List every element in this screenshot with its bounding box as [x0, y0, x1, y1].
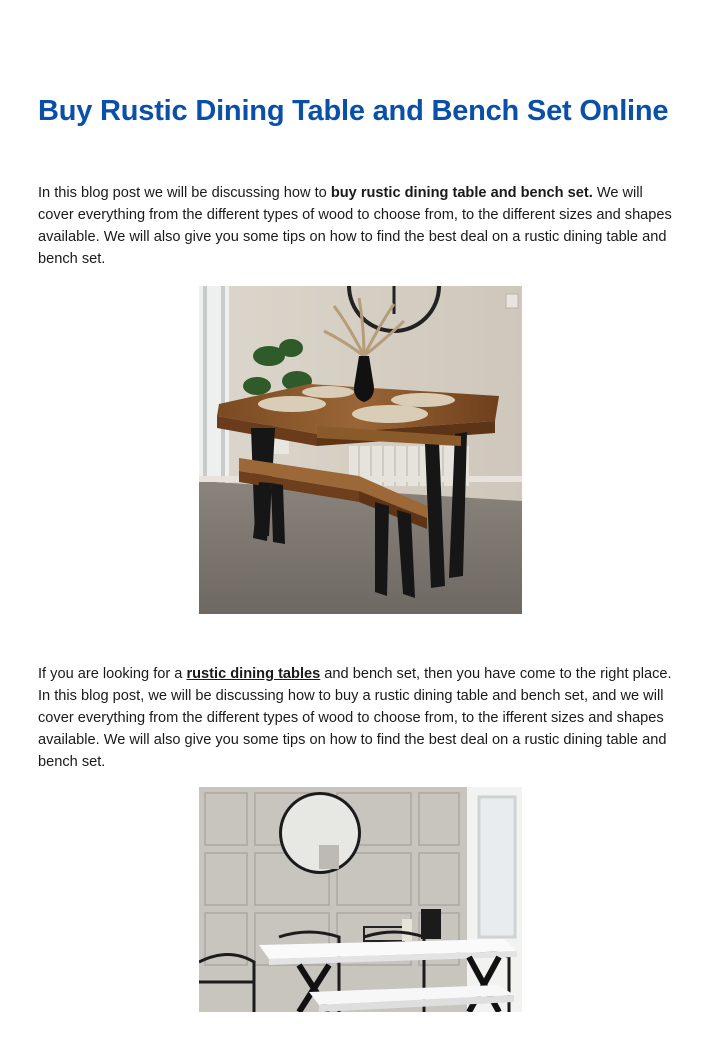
intro-lead-text: In this blog post we will be discussing how to [38, 185, 331, 201]
page-title: Buy Rustic Dining Table and Bench Set Online [38, 95, 669, 127]
body-lead-text: If you are looking for a [38, 666, 187, 682]
white-table-bench-photo [199, 787, 522, 1012]
intro-rest-text: We will cover everything from the different types of wood to choose from, to the different sizes and shapes available. We will also give you some tips on how to find the best deal on a rustic dining table and bench set. [38, 185, 672, 267]
rustic-table-bench-photo [199, 286, 522, 614]
body-rest-text: and bench set, then you have come to the right place. In this blog post, we will be discussing how to buy a rustic dining table and bench set, and we will cover everything from the different types of wood to choose from, to the ifferent sizes and shapes available. We will also give you some tips on how to find the best deal on a rustic dining table and bench set. [38, 666, 672, 770]
intro-bold-text: buy rustic dining table and bench set. [330, 185, 593, 201]
intro-paragraph [38, 182, 682, 270]
body-paragraph [38, 663, 682, 773]
rustic-dining-tables-link[interactable]: rustic dining tables [186, 666, 321, 682]
